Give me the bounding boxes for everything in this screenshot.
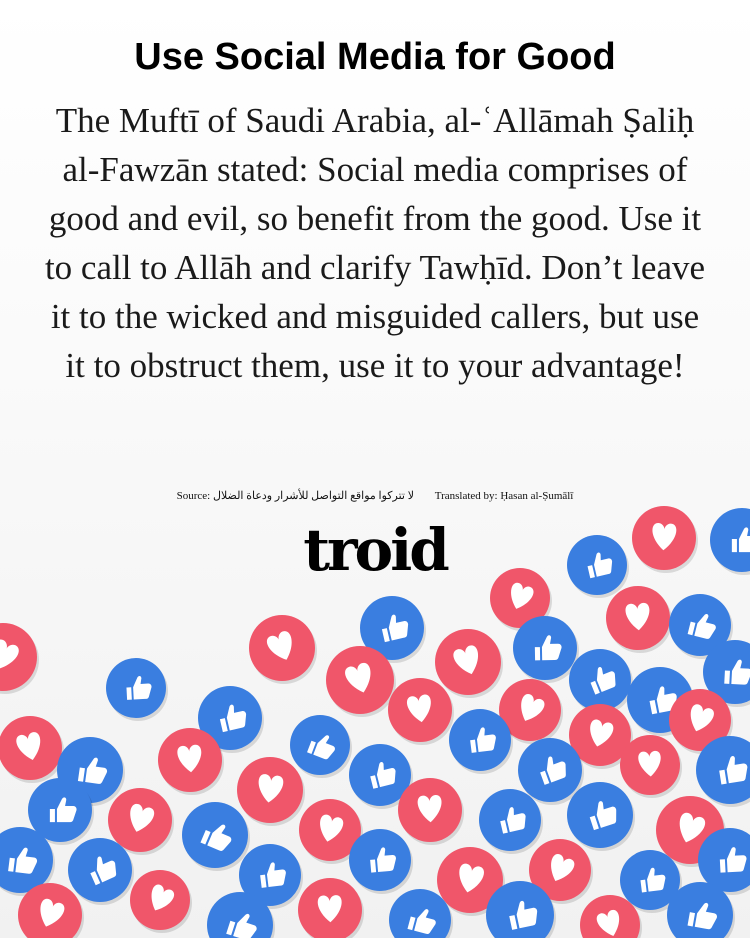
heart-reaction-bubble <box>249 615 317 684</box>
heart-reaction-bubble <box>0 716 64 783</box>
heart-reaction-bubble <box>620 735 682 798</box>
heart-reaction-bubble <box>130 870 192 933</box>
translator-text: Translated by: Ḥasan al-Ṣumālī <box>434 490 574 502</box>
quote-text: The Muftī of Saudi Arabia, al-ʿAllāmah Ṣaliḥ al-Fawzān stated: Social media comprises of good and evil, so benefit from the good. Use it to call to Allāh and clarify Tawḥīd. Don’t leave it to the wicked and misguided callers, but use it to obstruct them, use it to your advantage! <box>44 101 706 385</box>
like-reaction-bubble <box>349 829 413 894</box>
like-reaction-bubble <box>290 715 352 778</box>
citation-line <box>0 489 750 502</box>
like-reaction-bubble <box>567 782 635 851</box>
like-reaction-bubble <box>106 658 168 721</box>
heart-reaction-bubble <box>435 629 503 698</box>
page-title: Use Social Media for Good <box>134 36 616 78</box>
like-reaction-bubble <box>182 802 250 871</box>
source-text: Source: لا تتركوا مواقع التواصل للأشرار ودعاة الضلال <box>176 490 415 502</box>
heart-reaction-bubble <box>398 778 464 845</box>
heart-reaction-bubble <box>237 757 305 826</box>
heart-reaction-bubble <box>606 586 672 653</box>
like-reaction-bubble <box>513 616 579 683</box>
brand-logo: troid <box>303 516 447 584</box>
heart-reaction-bubble <box>388 678 454 745</box>
heart-reaction-bubble <box>0 623 39 694</box>
heart-reaction-bubble <box>298 878 364 938</box>
